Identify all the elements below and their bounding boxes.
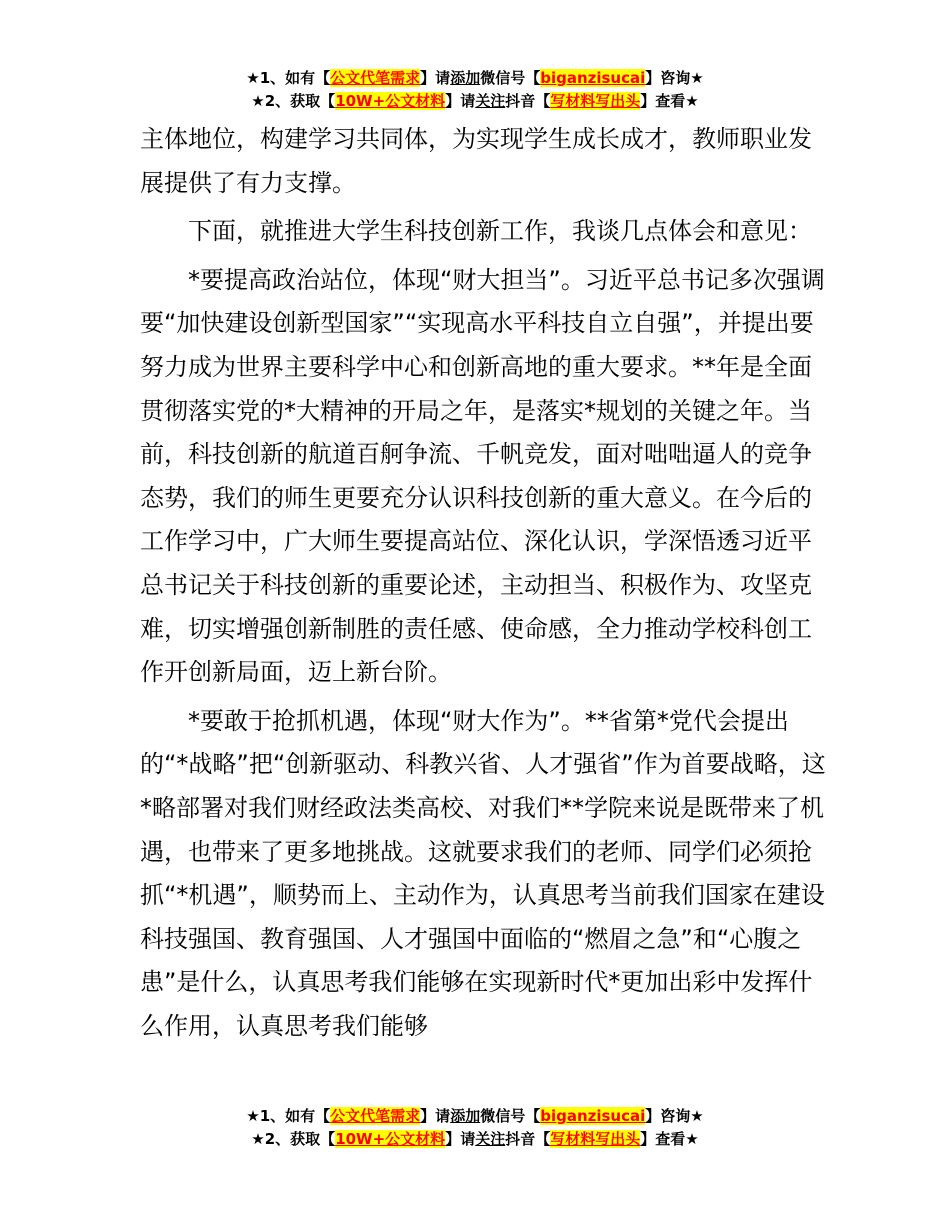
- paragraph-continuation: 主体地位，构建学习共同体，为实现学生成长成才，教师职业发展提供了有力支撑。: [140, 125, 812, 197]
- header-line-1: [0, 67, 950, 90]
- header-line-2-mid2: 抖音【: [505, 92, 551, 110]
- footer-line-1-mid1: 】请: [420, 1107, 451, 1125]
- document-body: [140, 118, 830, 1048]
- footer-line-2-suffix: 】查看★: [640, 1130, 699, 1148]
- footer-follow-underline: 关注: [475, 1130, 506, 1148]
- header-line-2-prefix: ★2、获取【: [251, 92, 336, 110]
- footer-wechat-id-highlight: biganzisucai: [540, 1107, 646, 1125]
- header-banner: [0, 67, 950, 113]
- header-line-2-mid1: 】请: [445, 92, 476, 110]
- footer-materials-highlight: 10W+公文材料: [335, 1130, 446, 1148]
- footer-line-2-mid1: 】请: [445, 1130, 476, 1148]
- footer-douyin-highlight: 写材料写出头: [550, 1130, 641, 1148]
- paragraph-political-stance: *要提高政治站位，体现“财大担当”。习近平总书记多次强调要“加快建设创新型国家”“实现高水平科技自立自强”，并提出要努力成为世界主要科学中心和创新高地的重大要求。**年是全面贯彻落实党的*大精神的开局之年，是落实*规划的关键之年。当前，科技创新的航道百舸争流、千帆竞发，面对咄咄逼人的竞争态势，我们的师生更要充分认识科技创新的重大意义。在今后的工作学习中，广大师生要提高站位、深化认识，学深悟透习近平总书记关于科技创新的重要论述，主动担当、积极作为、攻坚克难，切实增强创新制胜的责任感、使命感，全力推动学校科创工作开创新局面，迈上新台阶。: [140, 265, 825, 687]
- header-line-2: [0, 90, 950, 113]
- header-douyin-highlight: 写材料写出头: [550, 92, 641, 110]
- header-line-1-mid1: 】请: [420, 69, 451, 87]
- footer-ghostwriting-highlight: 公文代笔需求: [330, 1107, 421, 1125]
- footer-line-2-mid2: 抖音【: [505, 1130, 551, 1148]
- paragraph-seize-opportunity: *要敢于抢抓机遇，体现“财大作为”。**省第*党代会提出的“*战略”把“创新驱动、科教兴省、人才强省”作为首要战略，这*略部署对我们财经政法类高校、对我们**学院来说是既带来了机遇，也带来了更多地挑战。这就要求我们的老师、同学们必须抢抓“*机遇”，顺势而上、主动作为，认真思考当前我们国家在建设科技强国、教育强国、人才强国中面临的“燃眉之急”和“心腹之患”是什么，认真思考我们能够在实现新时代*更加出彩中发挥什么作用，认真思考我们能够: [140, 706, 826, 1040]
- footer-line-1: [0, 1105, 950, 1128]
- header-follow-underline: 关注: [475, 92, 506, 110]
- footer-line-1-suffix: 】咨询★: [645, 1107, 704, 1125]
- footer-line-1-mid2: 微信号【: [480, 1107, 541, 1125]
- header-line-1-mid2: 微信号【: [480, 69, 541, 87]
- header-line-1-suffix: 】咨询★: [645, 69, 704, 87]
- footer-banner: [0, 1105, 950, 1151]
- footer-add-underline: 添加: [450, 1107, 481, 1125]
- header-add-underline: 添加: [450, 69, 481, 87]
- header-wechat-id-highlight: biganzisucai: [540, 69, 646, 87]
- header-materials-highlight: 10W+公文材料: [335, 92, 446, 110]
- footer-line-2-prefix: ★2、获取【: [251, 1130, 336, 1148]
- paragraph-intro: 下面，就推进大学生科技创新工作，我谈几点体会和意见：: [188, 217, 812, 246]
- footer-line-2: [0, 1128, 950, 1151]
- header-ghostwriting-highlight: 公文代笔需求: [330, 69, 421, 87]
- header-line-1-prefix: ★1、如有【: [246, 69, 331, 87]
- header-line-2-suffix: 】查看★: [640, 92, 699, 110]
- footer-line-1-prefix: ★1、如有【: [246, 1107, 331, 1125]
